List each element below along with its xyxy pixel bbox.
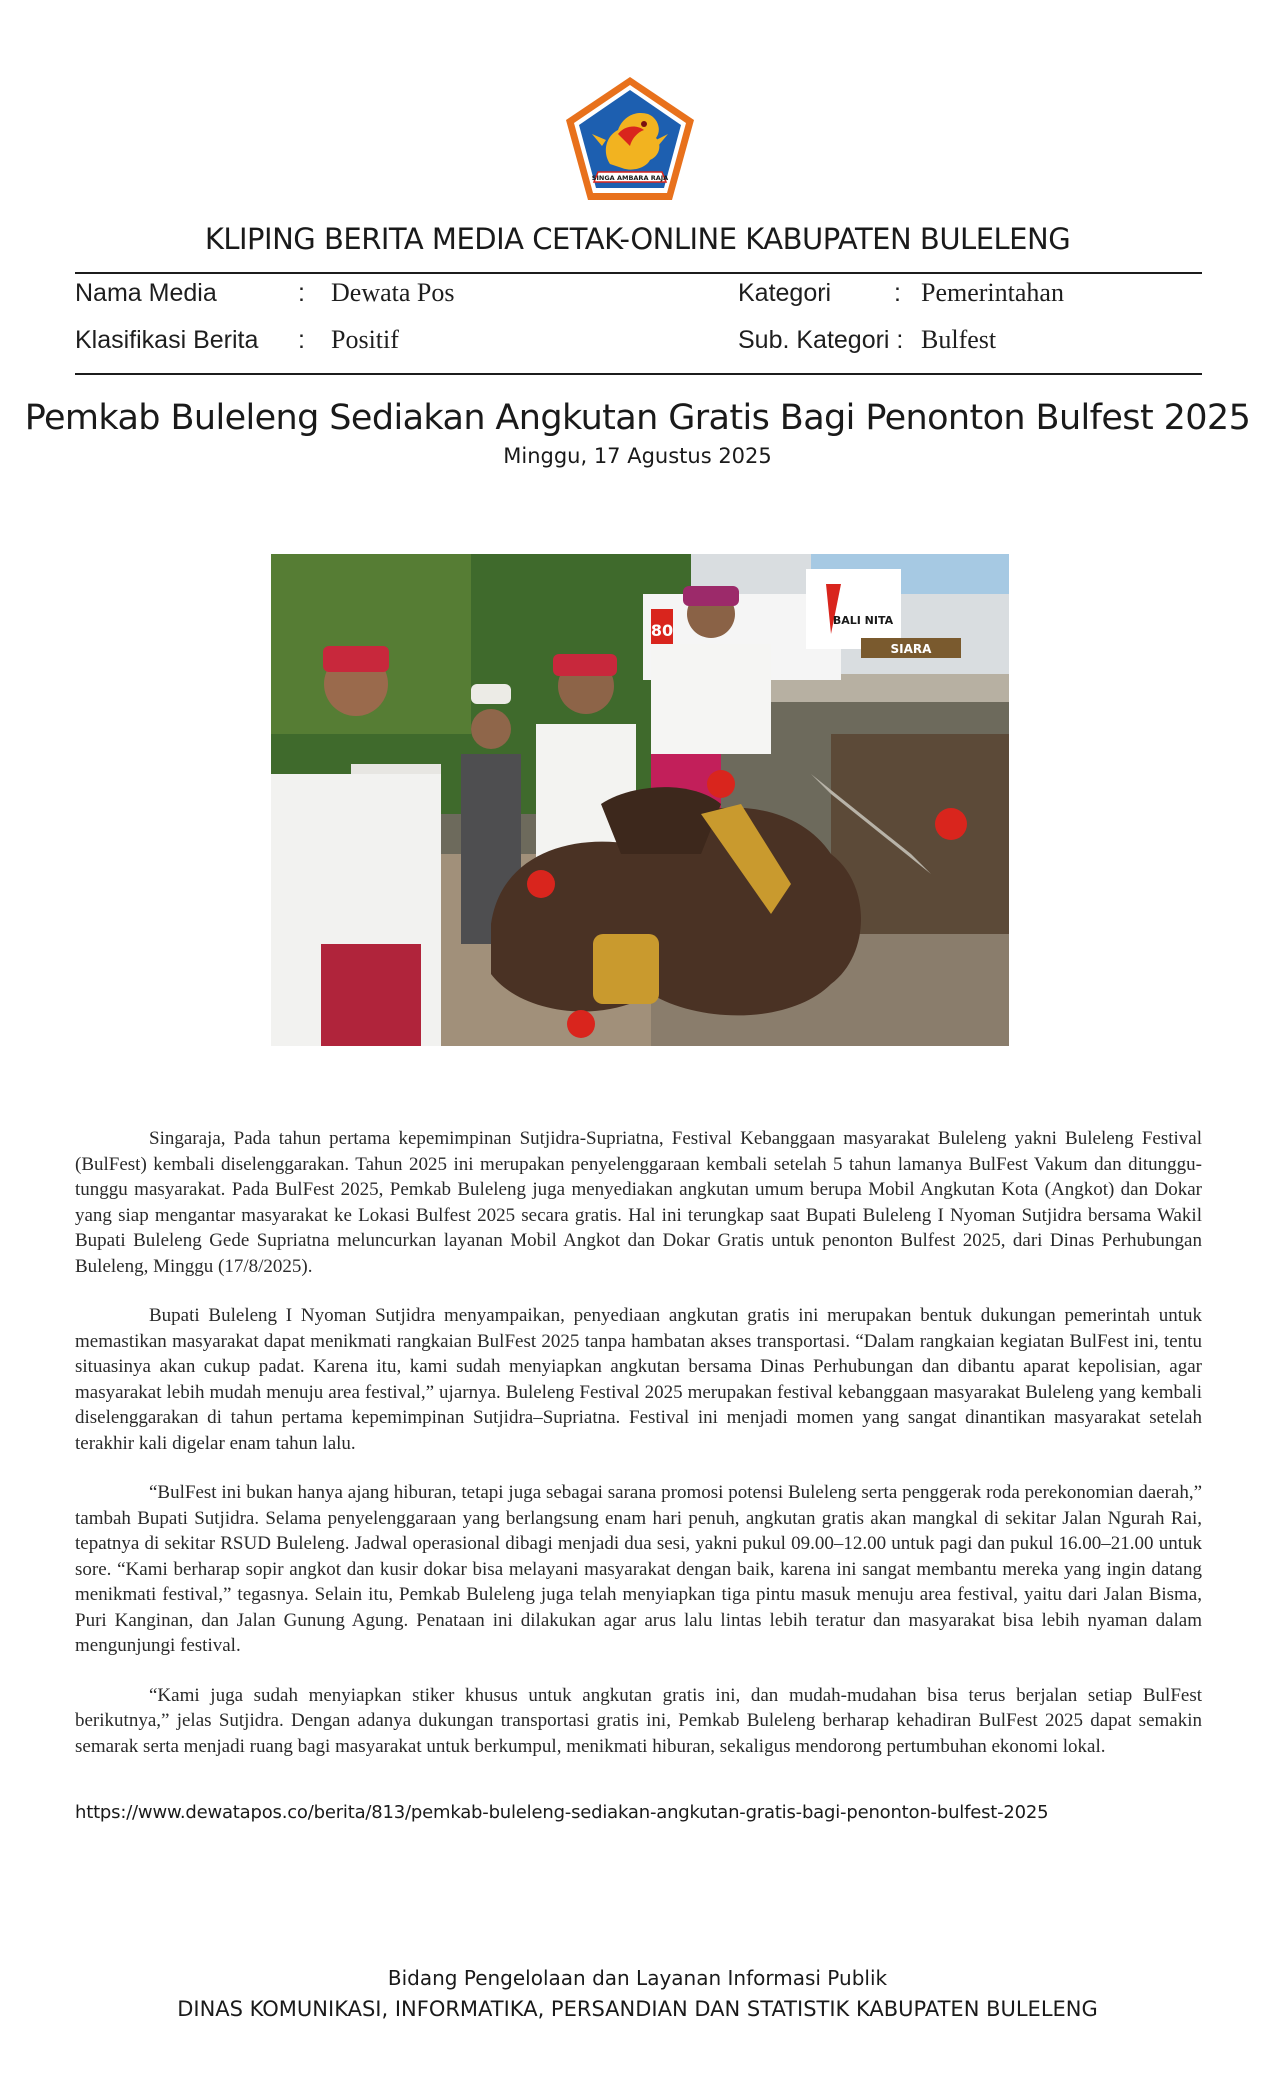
photo-plate: SIARA xyxy=(890,642,932,656)
classification-label: Klasifikasi Berita xyxy=(75,326,259,354)
emblem-motto: SINGA AMBARA RAJA xyxy=(591,174,669,182)
photo-banner-brand: BALI NITA xyxy=(832,614,894,627)
footer-division: Bidang Pengelolaan dan Layanan Informasi Publik xyxy=(387,1966,888,1990)
category-value: Pemerintahan xyxy=(921,278,1064,307)
buleleng-emblem-logo xyxy=(562,74,698,204)
media-name-colon: : xyxy=(298,279,305,307)
classification-value: Positif xyxy=(331,325,399,354)
article-paragraph: Singaraja, Pada tahun pertama kepemimpinan Sutjidra-Supriatna, Festival Kebanggaan masyarakat Buleleng yakni Buleleng Festival (BulFest) kembali diselenggarakan. Tahun 2025 ini merupakan penyelenggaraan kembali setelah 5 tahun lamanya BulFest Vakum dan ditunggu-tunggu masyarakat. Pada BulFest 2025, Pemkab Buleleng juga menyediakan angkutan umum berupa Mobil Angkutan Kota (Angkot) dan Dokar yang siap mengantar masyarakat ke Lokasi Bulfest 2025 secara gratis. Hal ini terungkap saat Bupati Buleleng I Nyoman Sutjidra bersama Wakil Bupati Buleleng Gede Supriatna meluncurkan layanan Mobil Angkot dan Dokar Gratis untuk penonton Bulfest 2025, dari Dinas Perhubungan Buleleng, Minggu (17/8/2025). xyxy=(75,1128,1202,1277)
divider-bottom xyxy=(75,373,1202,375)
category-colon: : xyxy=(894,279,901,307)
subcategory-value: Bulfest xyxy=(921,325,997,354)
article-date: Minggu, 17 Agustus 2025 xyxy=(503,444,772,468)
footer-agency: DINAS KOMUNIKASI, INFORMATIKA, PERSANDIAN DAN STATISTIK KABUPATEN BULELENG xyxy=(177,1997,1098,2021)
article-headline: Pemkab Buleleng Sediakan Angkutan Gratis Bagi Penonton Bulfest 2025 xyxy=(24,398,1251,438)
photo-banner-badge: 80 xyxy=(650,621,674,640)
article-body xyxy=(75,1126,1202,1783)
article-paragraph: “BulFest ini bukan hanya ajang hiburan, tetapi juga sebagai sarana promosi potensi Buleleng serta penggerak roda perekonomian daerah,” tambah Bupati Sutjidra. Selama penyelenggaraan yang berlangsung enam hari penuh, angkutan gratis akan mangkal di sekitar Jalan Ngurah Rai, tepatnya di sekitar RSUD Buleleng. Jadwal operasional dibagi menjadi dua sesi, yakni pukul 09.00–12.00 untuk pagi dan pukul 16.00–21.00 untuk sore. “Kami berharap sopir angkot dan kusir dokar bisa melayani masyarakat dengan baik, karena ini sangat membantu mereka yang ingin datang menikmati festival,” tegasnya. Selain itu, Pemkab Buleleng juga telah menyiapkan tiga pintu masuk menuju area festival, yaitu dari Jalan Bisma, Puri Kanginan, dan Jalan Gunung Agung. Penataan ini dilakukan agar arus lalu lintas lebih teratur dan masyarakat bisa lebih nyaman dalam mengunjungi festival. xyxy=(75,1482,1202,1656)
source-url[interactable]: https://www.dewatapos.co/berita/813/pemkab-buleleng-sediakan-angkutan-gratis-bagi-penonton-bulfest-2025 xyxy=(75,1802,1049,1823)
media-name-label: Nama Media xyxy=(75,279,217,307)
news-photo xyxy=(271,554,1009,1046)
article-paragraph: Bupati Buleleng I Nyoman Sutjidra menyampaikan, penyediaan angkutan gratis ini merupakan bentuk dukungan pemerintah untuk memastikan masyarakat dapat menikmati rangkaian BulFest 2025 tanpa hambatan akses transportasi. “Dalam rangkaian kegiatan BulFest ini, tentu situasinya akan cukup padat. Karena itu, kami sudah menyiapkan angkutan bersama Dinas Perhubungan dan dibantu aparat kepolisian, agar masyarakat lebih mudah menuju area festival,” ujarnya. Buleleng Festival 2025 merupakan festival kebanggaan masyarakat Buleleng yang kembali diselenggarakan di tahun pertama kepemimpinan Sutjidra–Supriatna. Festival ini menjadi momen yang sangat dinantikan masyarakat setelah terakhir kali digelar enam tahun lalu. xyxy=(75,1305,1202,1454)
clipping-title: KLIPING BERITA MEDIA CETAK-ONLINE KABUPATEN BULELENG xyxy=(204,222,1071,256)
article-paragraph: “Kami juga sudah menyiapkan stiker khusus untuk angkutan gratis ini, dan mudah-mudahan bisa terus berjalan setiap BulFest berikutnya,” jelas Sutjidra. Dengan adanya dukungan transportasi gratis ini, Pemkab Buleleng berharap kehadiran BulFest 2025 dapat semakin semarak serta menjadi ruang bagi masyarakat untuk berkumpul, menikmati hiburan, sekaligus mendorong pertumbuhan ekonomi lokal. xyxy=(75,1684,1202,1757)
classification-colon: : xyxy=(298,326,305,354)
subcategory-label: Sub. Kategori : xyxy=(738,326,904,354)
category-label: Kategori xyxy=(738,279,832,307)
divider-top xyxy=(75,272,1202,274)
media-name-value: Dewata Pos xyxy=(331,278,455,307)
